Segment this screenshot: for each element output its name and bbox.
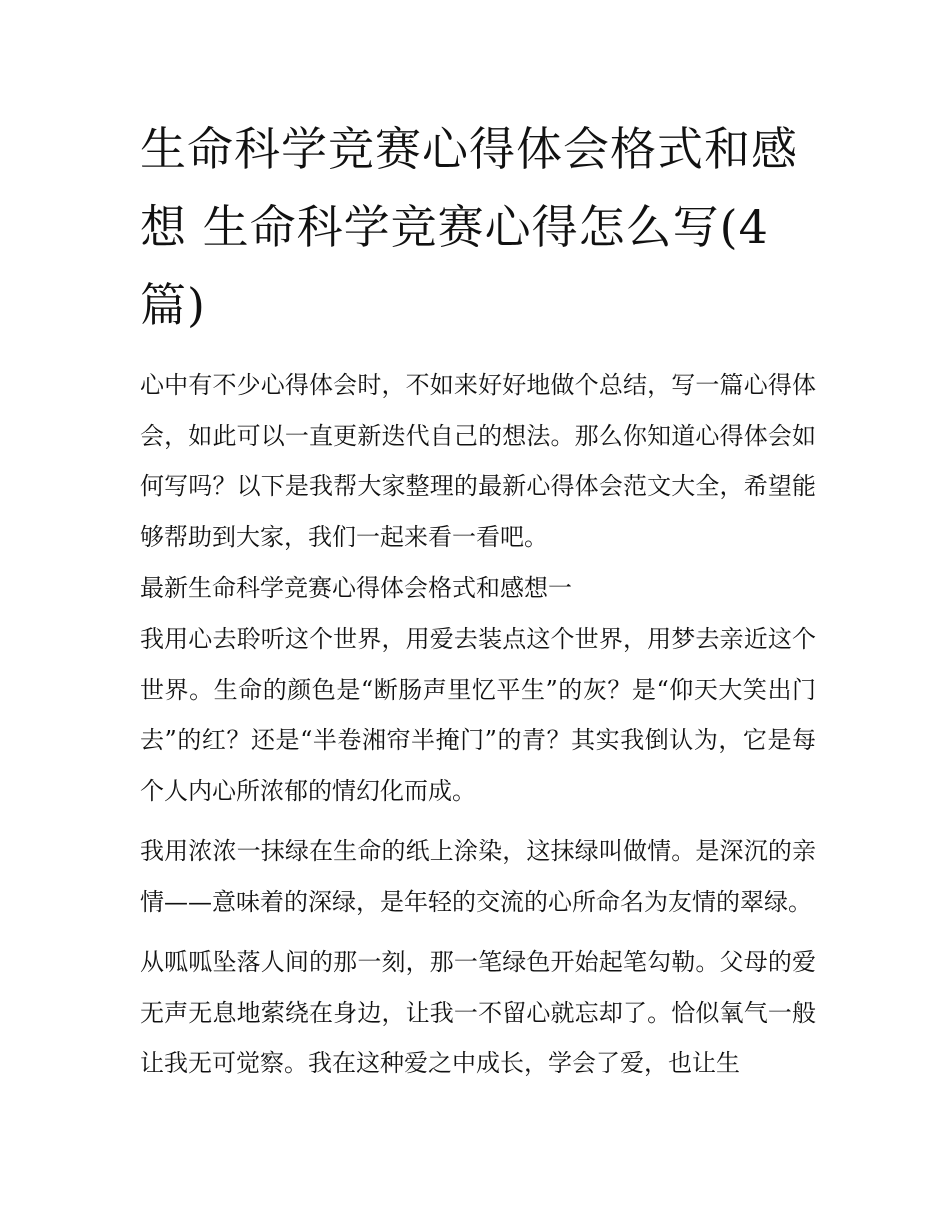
body-paragraph-3: 从呱呱坠落人间的那一刻，那一笔绿色开始起笔勾勒。父母的爱无声无息地萦绕在身边，让我一不留心就忘却了。恰似氧气一般让我无可觉察。我在这种爱之中成长，学会了爱，也让生 xyxy=(140,948,816,1077)
document-page xyxy=(140,110,816,1089)
intro-paragraph: 心中有不少心得体会时，不如来好好地做个总结，写一篇心得体会，如此可以一直更新迭代自己的想法。那么你知道心得体会如何写吗？以下是我帮大家整理的最新心得体会范文大全，希望能够帮助到大家，我们一起来看一看吧。 xyxy=(140,371,816,551)
section-heading: 最新生命科学竞赛心得体会格式和感想一 xyxy=(140,574,572,602)
document-body xyxy=(140,360,816,1089)
body-paragraph-1: 我用心去聆听这个世界，用爱去装点这个世界，用梦去亲近这个世界。生命的颜色是“断肠声里忆平生”的灰？是“仰天大笑出门去”的红？还是“半卷湘帘半掩门”的青？其实我倒认为，它是每个人内心所浓郁的情幻化而成。 xyxy=(140,625,816,805)
body-paragraph-2: 我用浓浓一抹绿在生命的纸上涂染，这抹绿叫做情。是深沉的亲情——意味着的深绿，是年轻的交流的心所命名为友情的翠绿。 xyxy=(140,837,816,916)
document-title: 生命科学竞赛心得体会格式和感想 生命科学竞赛心得怎么写(4篇) xyxy=(140,122,798,332)
